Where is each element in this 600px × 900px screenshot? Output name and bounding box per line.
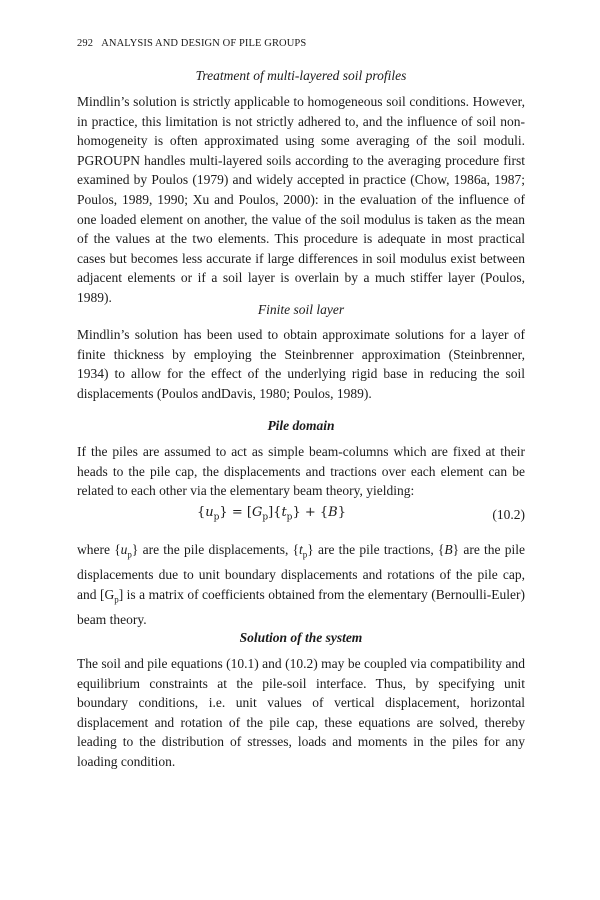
heading-solution: Solution of the system — [239, 630, 363, 645]
running-header — [77, 38, 306, 49]
heading-multi-layered: Treatment of multi-layered soil profiles — [195, 68, 407, 83]
equation-10-2 — [77, 505, 525, 527]
paragraph-where: where $\{u_p\}$ are the pile displacements, $\{t_p\}$ are the pile tractions, {B} are the pile displacements due to unit boundary displacements and rotations of the pile cap, and $[G_p]$ is a matrix of coefficients obtained from the elementary (Bernoulli-Euler) beam theory. — [77, 542, 525, 628]
paragraph-multi-layered: Mindlin’s solution is strictly applicable to homogeneous soil conditions. However, in practice, this limitation is not strictly adhered to, and the influence of soil non-homogeneity is often approximated using some averaging of the soil moduli. PGROUPN handles multi-layered soils according to the averaging procedure first examined by Poulos (1979) and widely accepted in practice (Chow, 1986a, 1987; Poulos, 1989, 1990; Xu and Poulos, 2000): in the evaluation of the influence of one loaded element on another, the value of the soil modulus is taken as the mean of the values at the two elements. This procedure is adequate in most practical cases but becomes less accurate if large differences in soil modulus exist between adjacent elements or if a soil layer is overlain by a much stiffer layer (Poulos, 1989). — [77, 94, 525, 305]
paragraph-finite-layer: Mindlin’s solution has been used to obtain approximate solutions for a layer of finite thickness by employing the Steinbrenner approximation (Steinbrenner, 1934) to allow for the effect of the underlying rigid base in reducing the soil displacements (Poulos andDavis, 1980; Poulos, 1989). — [77, 327, 525, 401]
heading-finite-layer: Finite soil layer — [257, 302, 345, 317]
paragraph-solution: The soil and pile equations (10.1) and (10.2) may be coupled via compatibility and equilibrium constraints at the pile-soil interface. Thus, by specifying unit boundary conditions, i.e. unit values of vertical displacement, horizontal displacement and rotation of the pile cap, these equations are solved, thereby leading to the distribution of stresses, loads and moments in the piles for any loading condition. — [77, 656, 525, 769]
running-title: ANALYSIS AND DESIGN OF PILE GROUPS — [101, 38, 307, 49]
equation-body: $\{u_p\} = [G_p]\{t_p\} + \{B\}$ — [197, 505, 346, 523]
heading-pile-domain: Pile domain — [267, 418, 335, 433]
page-number: 292 — [77, 38, 94, 49]
paragraph-pile-domain: If the piles are assumed to act as simple beam-columns which are fixed at their heads to the pile cap, the displacements and tractions over each element can be related to each other via the elementary beam theory, yielding: — [77, 444, 525, 499]
equation-number: (10.2) — [492, 507, 525, 522]
